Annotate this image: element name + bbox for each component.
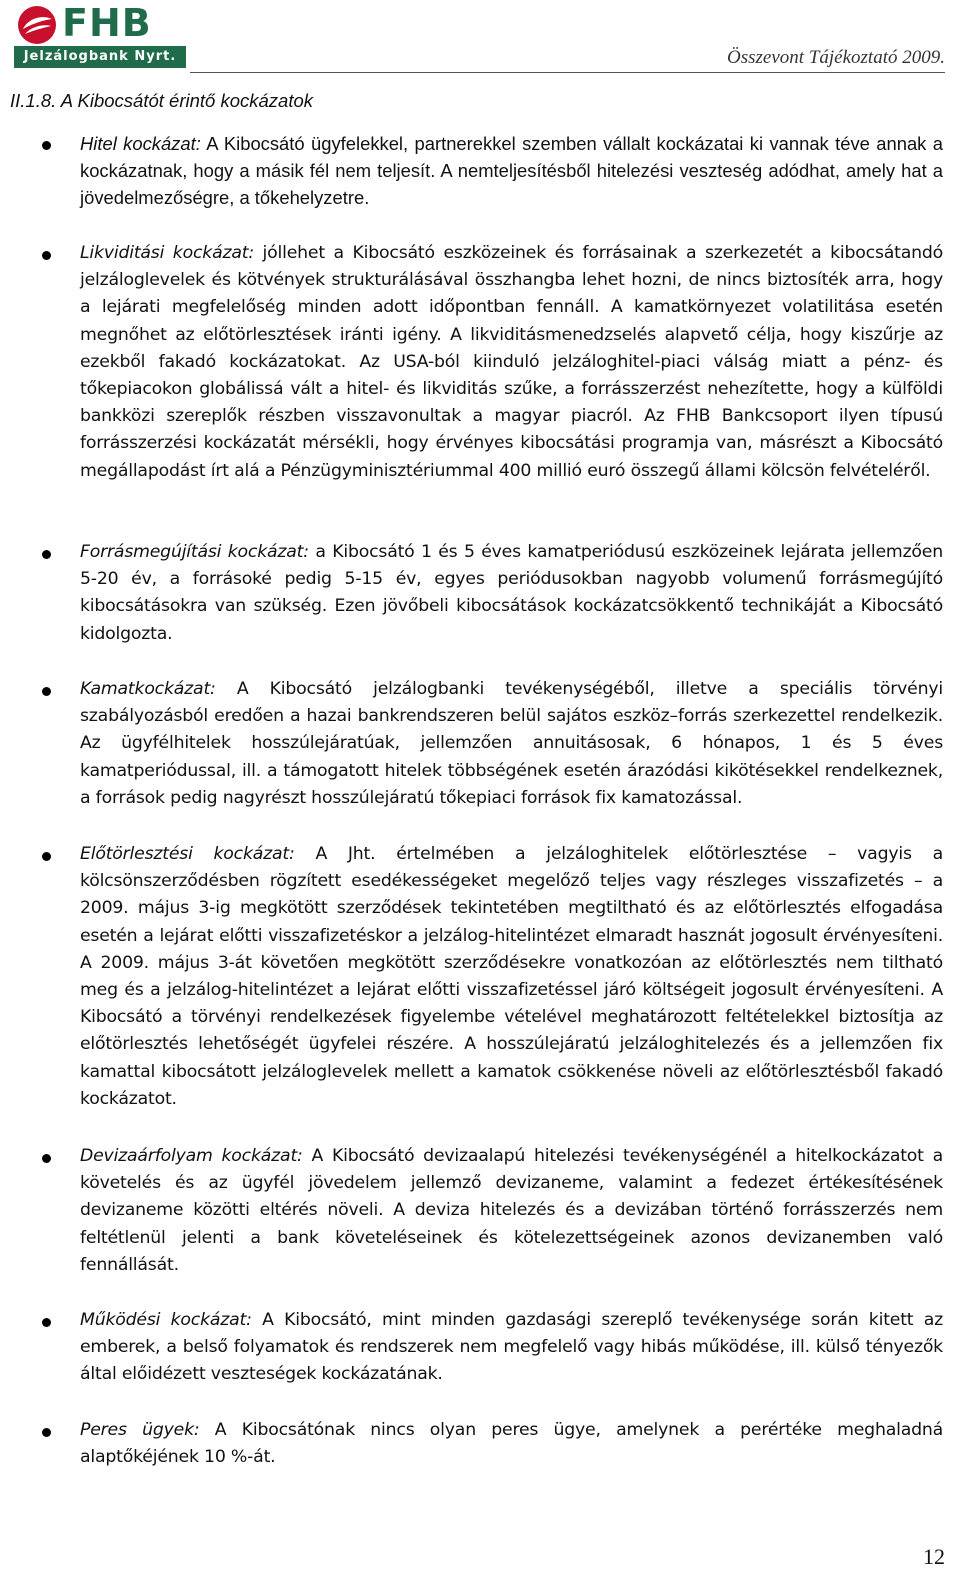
risk-item-deviza bbox=[80, 1143, 943, 1279]
fhb-logo bbox=[14, 1, 186, 68]
risk-paragraph bbox=[80, 240, 943, 485]
risk-label: Devizaárfolyam kockázat: bbox=[80, 1146, 303, 1166]
bullet-icon bbox=[42, 251, 51, 260]
risk-label: Forrásmegújítási kockázat: bbox=[80, 542, 309, 562]
risk-paragraph bbox=[80, 1143, 943, 1279]
bullet-icon bbox=[42, 1428, 51, 1437]
risk-description: A Kibocsátó, mint minden gazdasági szereplő tevékenysége során kitett az emberek, a belső folyamatok és rendszerek nem megfelelő vagy hibás működése, ill. külső tényezők által előidézett veszteségek kockázatának. bbox=[80, 1310, 943, 1385]
risk-description: a Kibocsátó 1 és 5 éves kamatperiódusú eszközeinek lejárata jellemzően 5-20 év, a forrásoké pedig 5-15 év, egyes periódusokban nagyobb volumenű forrásmegújító kibocsátásokra van szükség. Ezen jövőbeli kibocsátások kockázatcsökkentő technikáját a Kibocsátó kidolgozta. bbox=[80, 542, 943, 644]
risk-label: Peres ügyek: bbox=[80, 1420, 200, 1440]
bullet-icon bbox=[42, 852, 51, 861]
risk-item-mukodesi bbox=[80, 1307, 943, 1389]
risk-item-kamat bbox=[80, 676, 943, 812]
risk-description: A Kibocsátónak nincs olyan peres ügye, amelynek a perértéke meghaladná alaptőkéjének 10 %-át. bbox=[80, 1420, 944, 1468]
page-header bbox=[0, 0, 960, 78]
fhb-logo-icon bbox=[14, 4, 62, 50]
risk-paragraph bbox=[80, 1417, 943, 1471]
risk-description: A Kibocsátó ügyfelekkel, partnerekkel szemben vállalt kockázatai ki vannak téve annak a kockázatnak, hogy a másik fél nem teljesít. A nemteljesítésből hitelezési veszteség adódhat, amely hat a jövedelmezőségre, a tőkehelyzetre. bbox=[80, 133, 943, 209]
risk-label: Hitel kockázat: bbox=[80, 133, 201, 154]
risk-item-elotorlesztesi bbox=[80, 841, 943, 1113]
risk-label: Előtörlesztési kockázat: bbox=[80, 844, 295, 864]
risk-item-likviditasi bbox=[80, 240, 943, 485]
risk-paragraph bbox=[80, 1307, 943, 1389]
header-divider bbox=[190, 72, 945, 73]
risk-paragraph bbox=[80, 676, 943, 812]
risk-label: Likviditási kockázat: bbox=[80, 243, 254, 263]
page-number: 12 bbox=[923, 1544, 945, 1569]
bullet-icon bbox=[42, 550, 51, 559]
logo-subtitle: Jelzálogbank Nyrt. bbox=[14, 46, 186, 68]
risk-item-hitel bbox=[80, 130, 943, 212]
section-title: II.1.8. A Kibocsátót érintő kockázatok bbox=[10, 90, 314, 111]
risk-item-peres bbox=[80, 1417, 943, 1471]
risk-paragraph bbox=[80, 841, 943, 1113]
document-title: Összevont Tájékoztató 2009. bbox=[727, 47, 945, 68]
risk-paragraph bbox=[80, 130, 943, 212]
risk-description: A Kibocsátó devizaalapú hitelezési tevékenységénél a hitelkockázatot a követelés és az ügyfél jövedelem jellemző devizaneme, valamint a fedezet értékesítésének devizaneme közötti eltérés növeli. A deviza hitelezés és a devizában történő forrásszerzés nem feltétlenül jelenti a bank követeléseinek és kötelezettségeinek azonos devizanemben való fennállását. bbox=[80, 1146, 943, 1275]
bullet-icon bbox=[42, 1154, 51, 1163]
risk-paragraph bbox=[80, 539, 943, 648]
risk-description: A Jht. értelmében a jelzáloghitelek előtörlesztése – vagyis a kölcsönszerződésben rögzített esedékességeket megelőző teljes vagy részleges visszafizetés – a 2009. május 3-ig megkötött szerződések tekintetében megtiltható és az előtörlesztés elfogadása esetén a lejárat előtti visszafizetéskor a jelzálog-hitelintézet elmaradt hasznát jogosult érvényesíteni. A 2009. május 3-át követően megkötött szerződésekre vonatkozóan az előtörlesztés nem tiltható meg és a jelzálog-hitelintézet a lejárat előtti visszafizetéssel járó költségeit jogosult érvényesíteni. A Kibocsátó a törvényi rendelkezések figyelembe vételével meghatározott feltételekkel biztosítja az előtörlesztés lehetőségét ügyfelei részére. A hosszúlejáratú jelzáloghitelezés és a jellemzően fix kamattal kibocsátott jelzáloglevelek mellett a kamatok csökkenése növeli az előtörlesztésből fakadó kockázatot. bbox=[80, 844, 943, 1109]
risk-label: Működési kockázat: bbox=[80, 1310, 252, 1330]
risk-item-forrasmegujitasi bbox=[80, 539, 943, 648]
risk-label: Kamatkockázat: bbox=[80, 679, 216, 699]
risk-description: jóllehet a Kibocsátó eszközeinek és forrásainak a szerkezetét a kibocsátandó jelzáloglevelek és kötvények strukturálásával összhangba lehet hozni, de nincs biztosíték arra, hogy a lejárati megfelelőség minden adott időpontban fennáll. A kamatkörnyezet volatilitása esetén megnőhet az előtörlesztések iránti igény. A likviditásmenedzselés alapvető célja, hogy kiszűrje az ezekből fakadó kockázatokat. Az USA-ból kiinduló jelzáloghitel-piaci válság miatt a pénz- és tőkepiacokon globálissá vált a hitel- és likviditás szűke, a forrásszerzést nehezítette, hogy a külföldi bankközi szereplők részben visszavonultak a magyar piacról. Az FHB Bankcsoport ilyen típusú forrásszerzési kockázatát mérsékli, hogy érvényes kibocsátási programja van, másrészt a Kibocsátó megállapodást írt alá a Pénzügyminisztériummal 400 millió euró összegű állami kölcsön felvételéről. bbox=[80, 243, 943, 481]
bullet-icon bbox=[42, 141, 51, 150]
risk-description: A Kibocsátó jelzálogbanki tevékenységéből, illetve a speciális törvényi szabályozásból eredően a hazai bankrendszeren belül sajátos eszköz–forrás szerkezettel rendelkezik. Az ügyfélhitelek hosszúlejáratúak, jellemzően annuitásosak, 6 hónapos, 1 és 5 éves kamatperiódussal, ill. a támogatott hitelek többségének esetén árazódási kikötésekkel rendelkeznek, a források pedig nagyrészt hosszúlejáratú tőkepiaci források fix kamatozással. bbox=[80, 679, 943, 808]
bullet-icon bbox=[42, 1318, 51, 1327]
bullet-icon bbox=[42, 687, 51, 696]
logo-wordmark: FHB bbox=[62, 1, 152, 45]
